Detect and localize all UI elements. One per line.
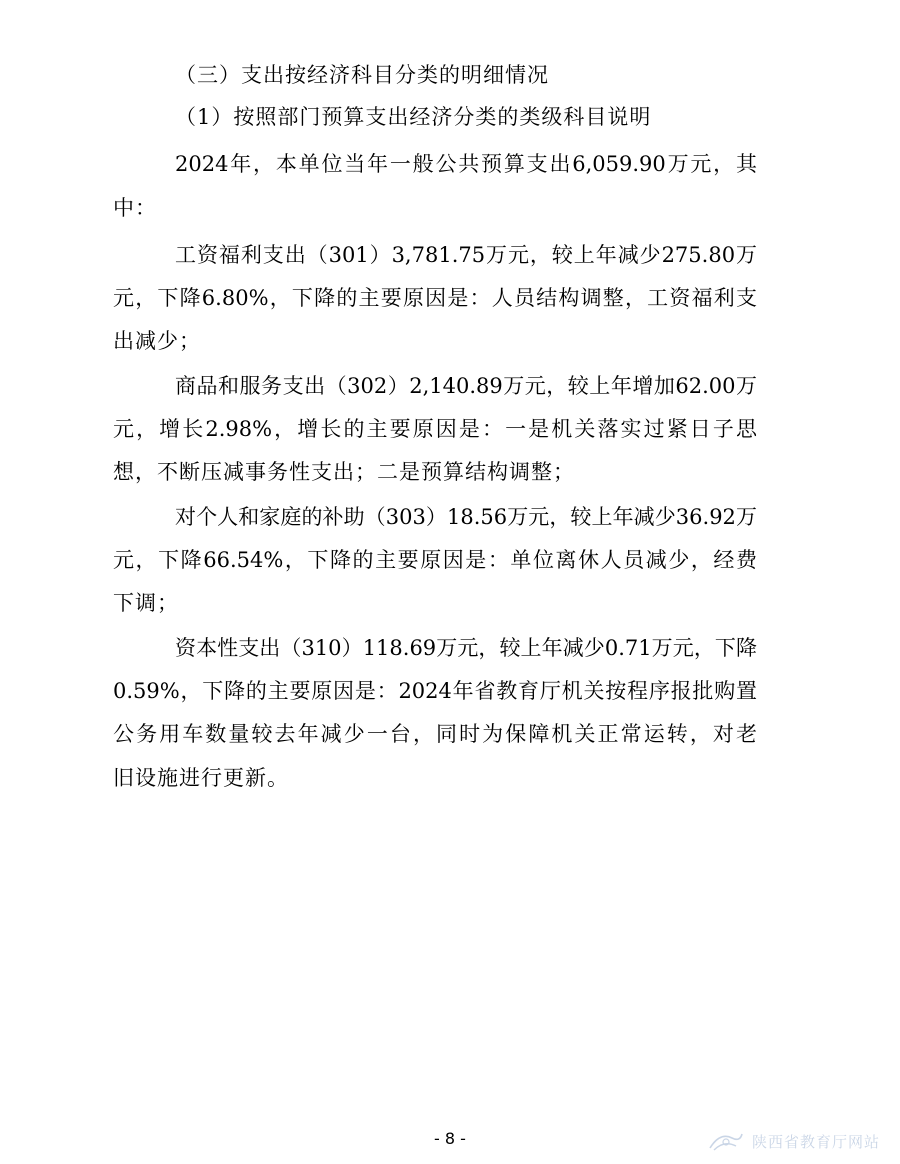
watermark-logo-icon (706, 1128, 746, 1154)
paragraph-line: 下调； (113, 591, 179, 615)
site-watermark (706, 1127, 896, 1155)
paragraph-line: 出减少； (113, 329, 201, 353)
paragraph-line: 中： (113, 196, 157, 220)
paragraph-line: 元，下降6.80%，下降的主要原因是：人员结构调整，工资福利支 (113, 286, 757, 310)
paragraph-line: 公务用车数量较去年减少一台，同时为保障机关正常运转，对老 (113, 722, 757, 746)
section-heading: （三）支出按经济科目分类的明细情况 (175, 63, 549, 87)
paragraph-line: 资本性支出（310）118.69万元，较上年减少0.71万元，下降 (175, 636, 757, 660)
paragraph-line: 工资福利支出（301）3,781.75万元，较上年减少275.80万 (175, 243, 757, 267)
paragraph-line: 想，不断压减事务性支出；二是预算结构调整； (113, 460, 575, 484)
paragraph-line: 对个人和家庭的补助（303）18.56万元，较上年减少36.92万 (175, 505, 757, 529)
paragraph-line: 元，下降66.54%，下降的主要原因是：单位离休人员减少，经费 (113, 548, 757, 572)
paragraph-line: 2024年，本单位当年一般公共预算支出6,059.90万元，其 (175, 152, 757, 176)
subsection-heading: （1）按照部门预算支出经济分类的类级科目说明 (175, 105, 652, 129)
paragraph-line: 0.59%，下降的主要原因是：2024年省教育厅机关按程序报批购置 (113, 679, 757, 703)
page-number: - 8 - (434, 1129, 466, 1148)
paragraph-line: 旧设施进行更新。 (113, 766, 289, 790)
paragraph-line: 元，增长2.98%，增长的主要原因是：一是机关落实过紧日子思 (113, 417, 757, 441)
paragraph-line: 商品和服务支出（302）2,140.89万元，较上年增加62.00万 (175, 374, 757, 398)
watermark-text: 陕西省教育厅网站 (752, 1132, 881, 1151)
